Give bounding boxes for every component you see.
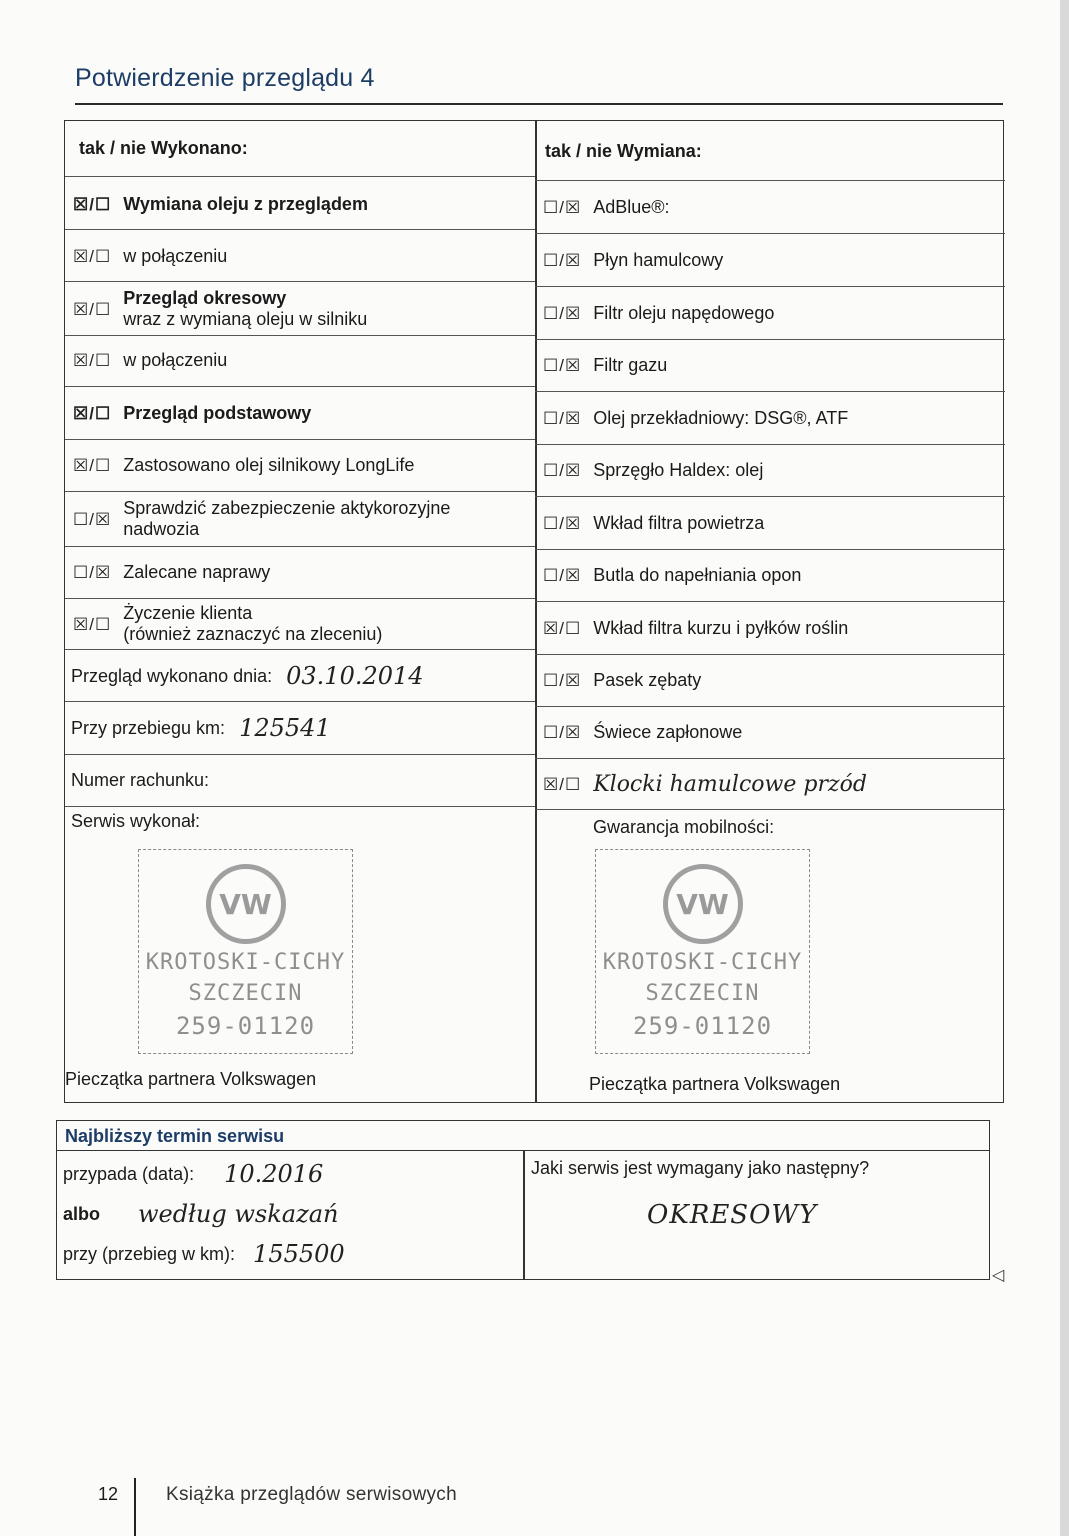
left-row-8: [73, 547, 270, 598]
row-label: Świece zapłonowe: [593, 722, 743, 742]
row-line: [65, 806, 535, 807]
stamp-number: 259-01120: [632, 1012, 773, 1040]
row-line: [65, 229, 535, 230]
checkbox-pair[interactable]: ☒/☐: [73, 614, 112, 634]
checkbox-pair[interactable]: ☒/☐: [543, 618, 582, 638]
date-value[interactable]: 03.10.2014: [286, 661, 424, 690]
left-header: tak / nie Wykonano:: [79, 138, 248, 158]
row-label: Przegląd okresowy: [123, 288, 287, 308]
inspection-table: [64, 120, 1004, 1103]
page-number: 12: [98, 1484, 119, 1504]
checkbox-pair[interactable]: ☐/☒: [543, 566, 582, 585]
stamp-caption-left: Pieczątka partnera Volkswagen: [65, 1069, 317, 1089]
scan-edge: [1060, 0, 1069, 1536]
stamp-dealer: KROTOSKI-CICHY: [145, 950, 346, 975]
checkbox-pair[interactable]: ☐/☒: [543, 197, 582, 217]
right-row-5: [543, 392, 848, 444]
left-row-6: [73, 440, 414, 491]
column-divider: [535, 121, 537, 1102]
km-label: Przy przebiegu km:: [71, 718, 226, 738]
right-row-2: [543, 234, 723, 286]
row-line: [65, 649, 535, 650]
row-line: [65, 701, 535, 702]
row-label: Olej przekładniowy: DSG®, ATF: [593, 407, 849, 428]
next-date-value[interactable]: 10.2016: [224, 1160, 324, 1188]
right-header: tak / nie Wymiana:: [545, 141, 702, 161]
checkbox-pair[interactable]: ☐/☒: [543, 250, 582, 270]
stamp-number: 259-01120: [175, 1012, 316, 1040]
row-label: Zalecane naprawy: [123, 562, 271, 582]
checkbox-pair[interactable]: ☐/☒: [543, 356, 582, 375]
km-value[interactable]: 125541: [239, 714, 331, 742]
right-row-8: [543, 550, 801, 601]
checkbox-pair[interactable]: ☐/☒: [543, 461, 582, 480]
dealer-stamp-right: [595, 849, 810, 1054]
row-sublabel: wraz z wymianą oleju w silniku: [123, 309, 368, 329]
left-row-2: [73, 231, 227, 281]
invoice-label: Numer rachunku:: [71, 770, 210, 790]
page-title: Potwierdzenie przeglądu 4: [75, 64, 375, 92]
mileage-field: [71, 703, 331, 754]
row-label: Butla do napełniania opon: [593, 565, 802, 585]
row-line: [535, 809, 1005, 810]
checkbox-pair[interactable]: ☐/☒: [543, 671, 582, 690]
row-label: AdBlue®:: [593, 196, 670, 217]
handwritten-item[interactable]: Klocki hamulcowe przód: [593, 771, 867, 797]
footer-title: Książka przeglądów serwisowych: [166, 1484, 457, 1505]
checkbox-pair[interactable]: ☒/☐: [73, 194, 112, 214]
right-row-12: [543, 759, 867, 809]
right-row-9: [543, 602, 848, 654]
row-line: [65, 176, 535, 177]
next-km-value[interactable]: 155500: [253, 1240, 345, 1268]
row-label: Zastosowano olej silnikowy LongLife: [123, 455, 415, 475]
checkbox-pair[interactable]: ☒/☐: [73, 350, 112, 370]
checkbox-pair[interactable]: ☒/☐: [73, 299, 112, 319]
right-row-4: [543, 340, 667, 391]
right-row-10: [543, 655, 701, 706]
right-row-1: [543, 181, 670, 233]
left-row-3: [73, 283, 367, 335]
invoice-field: [71, 755, 209, 806]
right-row-7: [543, 497, 764, 549]
right-row-11: [543, 707, 742, 758]
service-label: Serwis wykonał:: [71, 810, 201, 831]
checkbox-pair[interactable]: ☐/☒: [543, 513, 582, 533]
vw-logo-icon: VW: [206, 864, 286, 944]
service-field: [71, 809, 200, 833]
next-type-question: [531, 1155, 869, 1181]
row-label: Wkład filtra powietrza: [593, 512, 765, 533]
row-sublabel: nadwozia: [123, 519, 200, 539]
row-label: Pasek zębaty: [593, 670, 702, 690]
next-service-title: Najbliższy termin serwisu: [57, 1121, 989, 1151]
dealer-stamp-left: [138, 849, 353, 1054]
row-line: [65, 281, 535, 282]
or-label: albo: [63, 1203, 101, 1224]
stamp-caption-right: Pieczątka partnera Volkswagen: [589, 1074, 841, 1094]
checkbox-pair[interactable]: ☒/☐: [73, 246, 112, 266]
or-field: [63, 1197, 338, 1231]
checkbox-pair[interactable]: ☐/☒: [543, 723, 582, 742]
row-label: Wymiana oleju z przeglądem: [123, 193, 368, 214]
next-service-box: [56, 1120, 990, 1280]
left-row-7: [73, 492, 450, 546]
or-value[interactable]: według wskazań: [138, 1200, 339, 1228]
question-label: Jaki serwis jest wymagany jako następny?: [531, 1157, 870, 1178]
left-row-4: [73, 335, 227, 385]
row-label: w połączeniu: [123, 245, 228, 266]
checkbox-pair[interactable]: ☐/☒: [73, 563, 112, 582]
next-type-answer: [647, 1195, 817, 1235]
row-label: Filtr oleju napędowego: [593, 302, 775, 323]
mobility-label: Gwarancja mobilności:: [593, 816, 775, 837]
stamp-dealer: KROTOSKI-CICHY: [602, 950, 803, 975]
mobility-field: [593, 815, 774, 839]
row-label: Wkład filtra kurzu i pyłków roślin: [593, 617, 849, 638]
checkbox-pair[interactable]: ☒/☐: [73, 456, 112, 475]
inspection-date-field: [71, 651, 424, 701]
left-row-5: [73, 387, 311, 439]
row-sublabel: (również zaznaczyć na zleceniu): [123, 624, 383, 644]
answer-value[interactable]: OKRESOWY: [647, 1200, 818, 1230]
stamp-city: SZCZECIN: [188, 981, 303, 1006]
checkbox-pair[interactable]: ☒/☐: [543, 774, 582, 794]
checkbox-pair[interactable]: ☒/☐: [73, 403, 112, 423]
row-label: Sprzęgło Haldex: olej: [593, 460, 764, 480]
stamp-city: SZCZECIN: [645, 981, 760, 1006]
right-row-6: [543, 445, 763, 496]
row-label: w połączeniu: [123, 349, 228, 370]
next-km-label: przy (przebieg w km):: [63, 1243, 236, 1264]
date-label: Przegląd wykonano dnia:: [71, 665, 273, 686]
row-label: Płyn hamulcowy: [593, 249, 724, 270]
row-label: Filtr gazu: [593, 355, 668, 375]
continue-arrow-icon: ◁: [992, 1267, 1005, 1284]
checkbox-pair[interactable]: ☐/☒: [543, 303, 582, 323]
vw-logo-icon: VW: [663, 864, 743, 944]
checkbox-pair[interactable]: ☐/☒: [543, 408, 582, 428]
left-row-1: [73, 179, 368, 229]
left-row-9: [73, 599, 382, 649]
row-label: Przegląd podstawowy: [123, 402, 312, 423]
next-date-field: [63, 1157, 323, 1191]
title-rule: [75, 103, 1003, 105]
row-label: Sprawdzić zabezpieczenie aktykorozyjne: [123, 498, 451, 518]
checkbox-pair[interactable]: ☐/☒: [73, 509, 112, 529]
box-divider: [523, 1151, 525, 1279]
row-label: Życzenie klienta: [123, 603, 253, 623]
right-row-3: [543, 287, 774, 339]
next-km-field: [63, 1237, 345, 1271]
next-date-label: przypada (data):: [63, 1163, 195, 1184]
footer-divider: [134, 1478, 136, 1536]
